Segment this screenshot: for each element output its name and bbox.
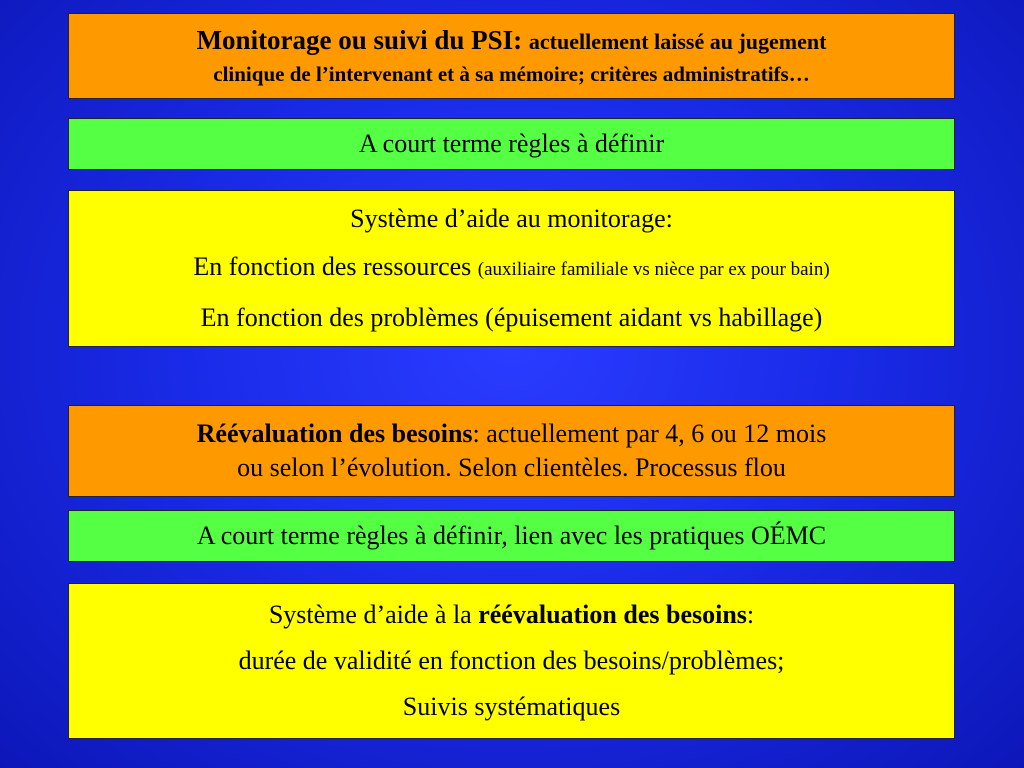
monitoring-support-box (68, 190, 955, 347)
monitoring-support-line2-main: En fonction des ressources (193, 252, 472, 281)
reevaluation-text-line1: : actuellement par 4, 6 ou 12 mois (472, 419, 827, 448)
reevaluation-support-line1-pre: Système d’aide à la (268, 600, 479, 629)
reevaluation-title: Réévaluation des besoins (196, 419, 473, 448)
monitoring-box (68, 13, 955, 99)
reevaluation-support-line1-post: : (746, 600, 755, 629)
monitoring-colon: : (513, 25, 529, 55)
reevaluation-support-line3: Suivis systématiques (402, 692, 621, 721)
reevaluation-support-box (68, 583, 955, 739)
monitoring-title: Monitorage ou suivi du PSI (196, 25, 514, 55)
short-term-rules-oemc-box (68, 510, 955, 562)
reevaluation-text-line2: ou selon l’évolution. Selon clientèles. Processus flou (237, 453, 786, 482)
short-term-rules-box (68, 118, 955, 170)
monitoring-support-line3: En fonction des problèmes (épuisement aidant vs habillage) (200, 303, 823, 332)
short-term-rules-text: A court terme règles à définir (358, 129, 665, 158)
reevaluation-support-line1-bold: réévaluation des besoins (478, 600, 747, 629)
monitoring-support-line1: Système d’aide au monitorage: (350, 204, 673, 233)
monitoring-text-line2: clinique de l’intervenant et à sa mémoire; critères administratifs… (213, 62, 810, 86)
reevaluation-box (68, 405, 955, 497)
monitoring-text-line1: actuellement laissé au jugement (528, 29, 827, 54)
monitoring-support-line2-small: (auxiliaire familiale vs nièce par ex pour bain) (477, 259, 830, 280)
reevaluation-support-line2: durée de validité en fonction des besoins/problèmes; (238, 646, 785, 675)
short-term-rules-oemc-text: A court terme règles à définir, lien avec les pratiques OÉMC (196, 521, 827, 550)
